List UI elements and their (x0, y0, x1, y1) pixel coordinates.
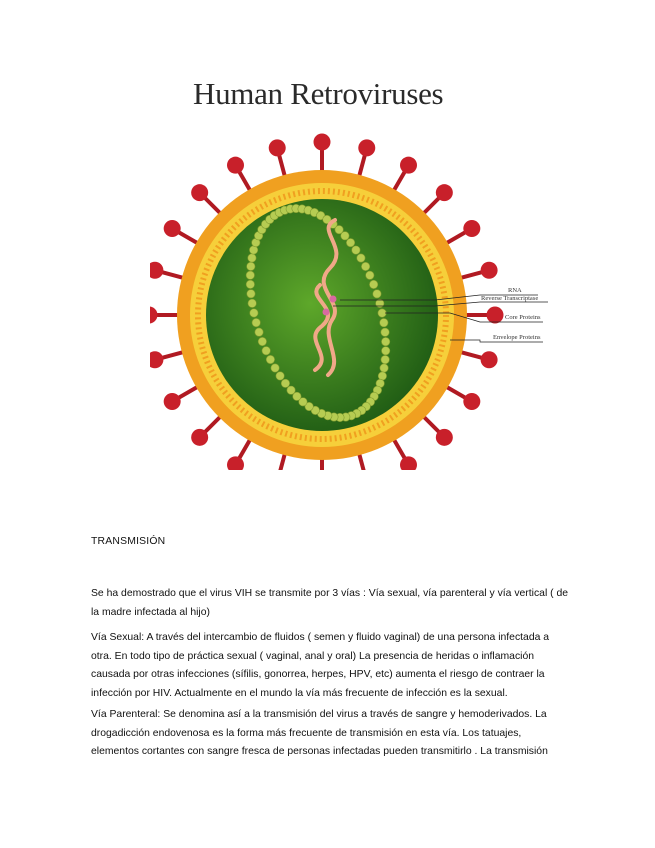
capsid-bead (276, 372, 284, 380)
capsid-bead (381, 337, 389, 345)
capsid-bead (258, 337, 266, 345)
capsid-bead (248, 299, 256, 307)
spike-head (269, 139, 286, 156)
capsid-bead (357, 254, 365, 262)
capsid-bead (255, 328, 263, 336)
paragraph-parenteral (91, 706, 571, 762)
capsid-bead (381, 355, 389, 363)
capsid-bead (246, 271, 254, 279)
spike-head (191, 184, 208, 201)
paragraph-sexual-text: Vía Sexual: A través del intercambio de fluidos ( semen y fluido vaginal) de una persona infectada a otra. En todo tipo de práctica sexual ( vaginal, anal y oral) La presencia de heridas o inflamación causada por otras infecciones (sífilis, gonorrea, herpes, HPV, etc) aumenta el riesgo de contraer la infección por HIV. Actualmente en el mundo la vía más frecuente de infección es la sexual. (91, 632, 550, 699)
spike-head (481, 262, 498, 279)
capsid-bead (346, 238, 354, 246)
label-envelope-proteins: Envelope Proteins (493, 334, 541, 341)
spike-head (164, 393, 181, 410)
spike-head (164, 220, 181, 237)
spike-head (487, 307, 504, 324)
capsid-bead (361, 262, 369, 270)
retrovirus-figure (150, 70, 570, 470)
capsid-bead (247, 290, 255, 298)
capsid-bead (271, 364, 279, 372)
spike-head (191, 429, 208, 446)
capsid-bead (248, 254, 256, 262)
capsid-bead (380, 318, 388, 326)
spike-head (358, 139, 375, 156)
spike-head (463, 393, 480, 410)
label-reverse-transcriptase: Reverse Transcriptase (481, 295, 539, 302)
spike-head (227, 157, 244, 174)
figure-title: Human Retroviruses (193, 76, 444, 111)
spike-head (481, 351, 498, 368)
viral-interior (206, 199, 438, 431)
spike-head (150, 262, 163, 279)
capsid-bead (266, 355, 274, 363)
capsid-bead (250, 309, 258, 317)
spike-head (400, 157, 417, 174)
paragraph-sexual (91, 629, 571, 703)
label-core-proteins: Core Proteins (505, 314, 541, 321)
capsid-bead (262, 347, 270, 355)
capsid-bead (369, 280, 377, 288)
spike-head (150, 351, 163, 368)
spike-head (436, 429, 453, 446)
paragraph-intro-text: Se ha demostrado que el virus VIH se transmite por 3 vías : Vía sexual, vía parenteral y vía vertical ( de la madre infectada al hijo) (91, 588, 569, 618)
capsid-bead (378, 372, 386, 380)
paragraph-intro (91, 585, 571, 622)
spike-head (463, 220, 480, 237)
capsid-bead (382, 347, 390, 355)
section-heading: TRANSMISIÓN (91, 536, 166, 547)
capsid-bead (373, 290, 381, 298)
capsid-bead (281, 379, 289, 387)
capsid-bead (380, 364, 388, 372)
capsid-bead (246, 280, 254, 288)
spike-head (150, 307, 158, 324)
capsid-bead (287, 386, 295, 394)
capsid-bead (249, 246, 257, 254)
capsid-bead (247, 262, 255, 270)
spike-head (314, 134, 331, 151)
retrovirus-diagram (150, 70, 570, 470)
capsid-bead (252, 318, 260, 326)
reverse-transcriptase-enzyme-2 (323, 309, 330, 316)
paragraph-parenteral-text: Vía Parenteral: Se denomina así a la transmisión del virus a través de sangre y hemoderivados. La drogadicción endovenosa es la forma más frecuente de transmisión en esta vía. Los tatuajes, elementos cortantes con sangre fresca de personas infectadas pueden transmitirlo . La transmisión (91, 709, 548, 757)
spike-head (436, 184, 453, 201)
label-rna: RNA (508, 287, 522, 294)
reverse-transcriptase-enzyme (330, 296, 337, 303)
capsid-bead (341, 232, 349, 240)
capsid-bead (366, 271, 374, 279)
capsid-bead (352, 246, 360, 254)
capsid-bead (381, 328, 389, 336)
